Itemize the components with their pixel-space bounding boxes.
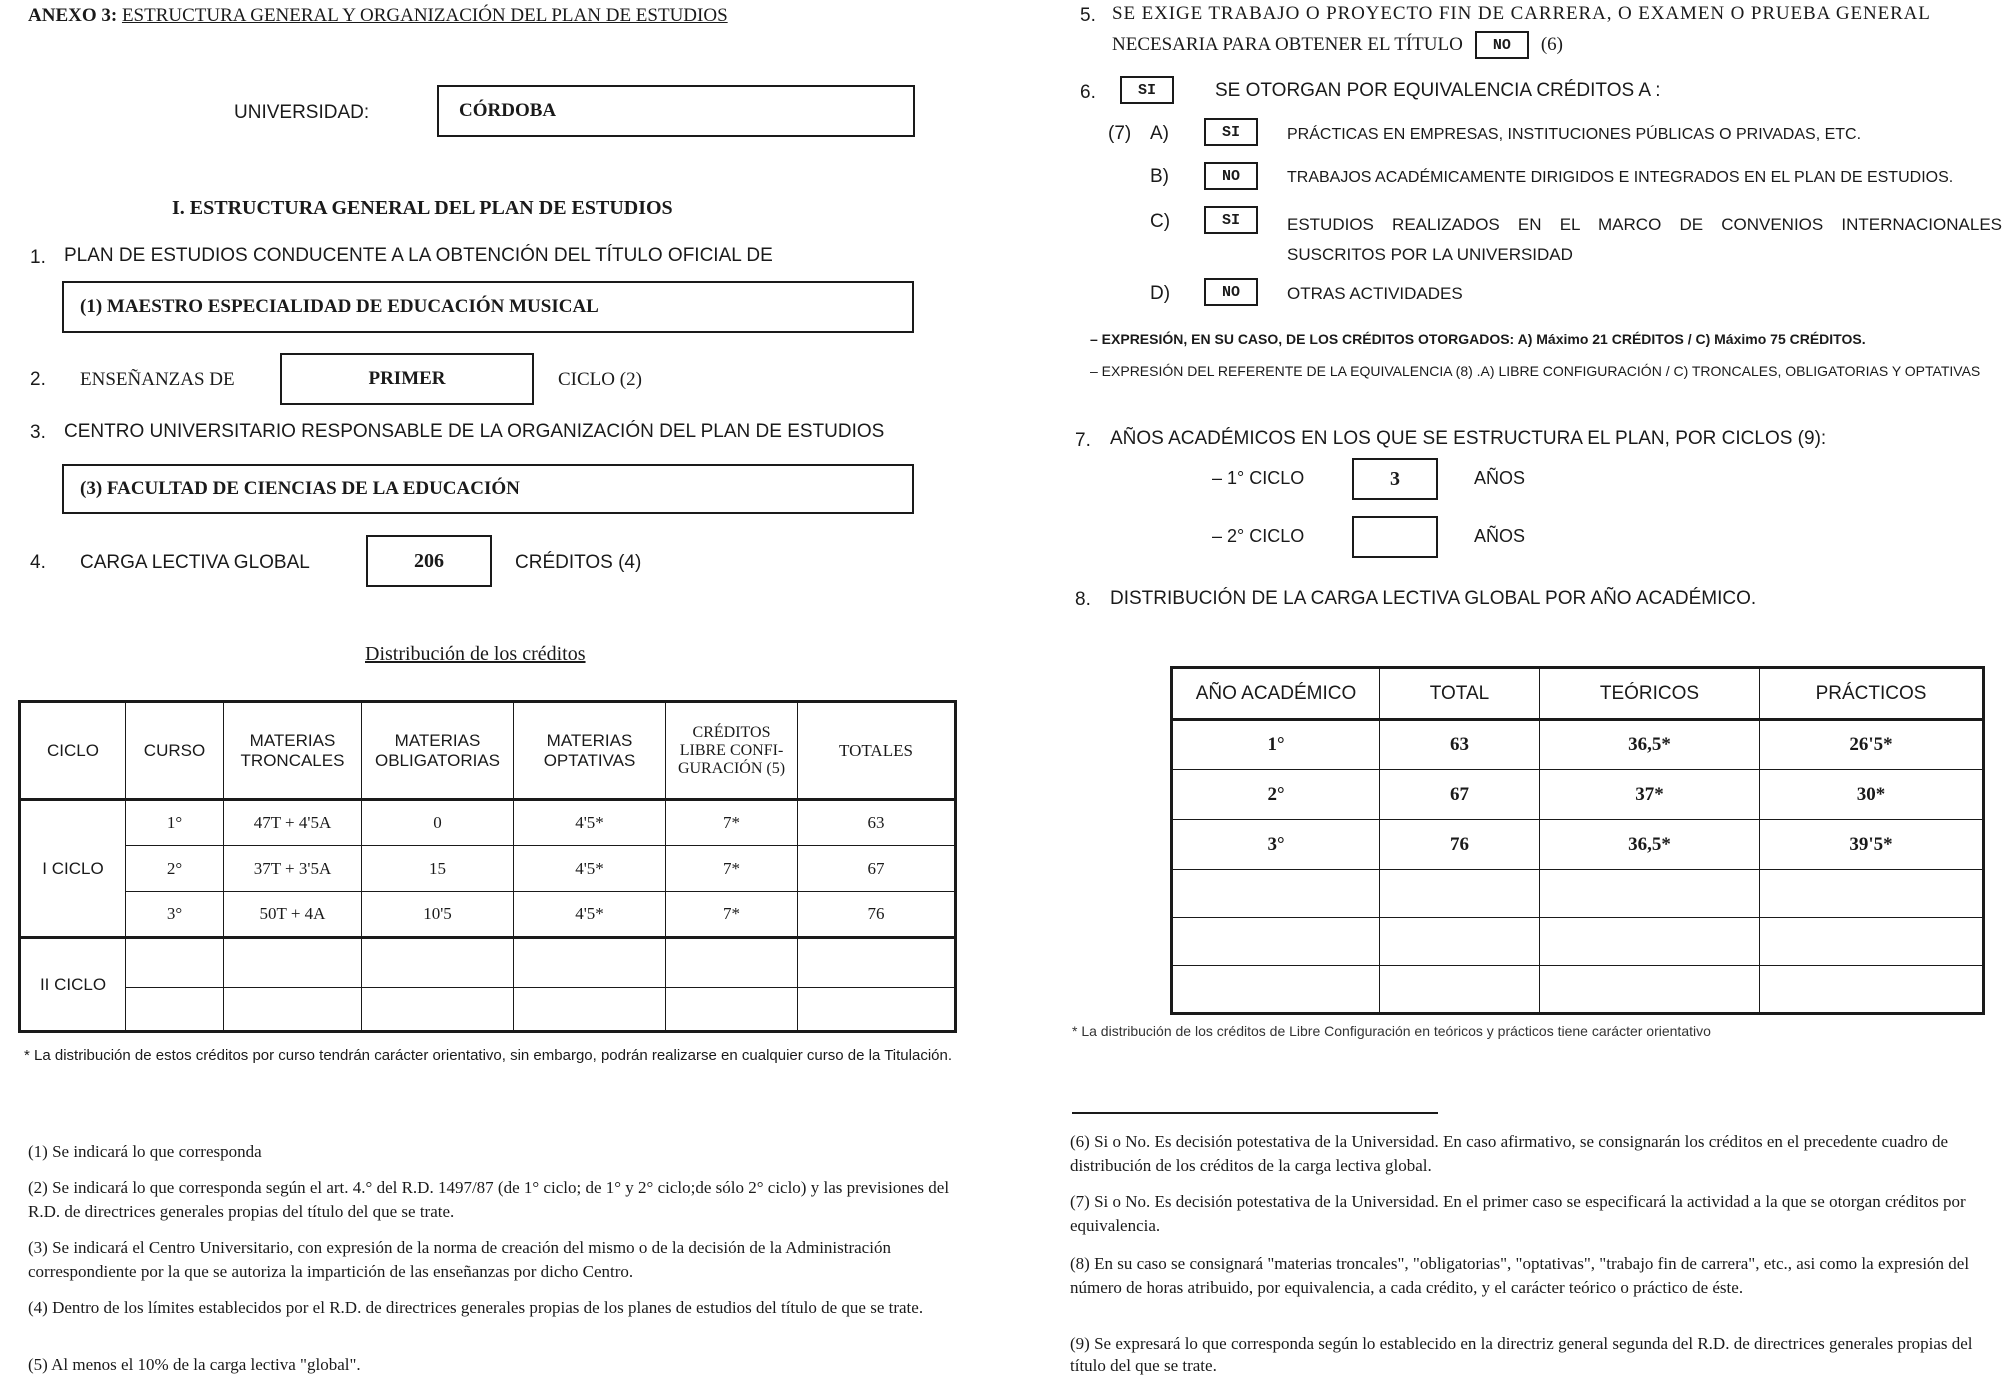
option-c-letter: C) (1150, 211, 1171, 232)
annex-prefix: ANEXO 3: (28, 5, 118, 26)
table-cell (798, 988, 956, 1032)
table-cell (798, 938, 956, 988)
header-ciclo: CICLO (20, 702, 126, 800)
table-cell (1760, 918, 1984, 966)
item1-text: PLAN DE ESTUDIOS CONDUCENTE A LA OBTENCIÓN DEL TÍTULO OFICIAL DE (64, 245, 773, 266)
footnote-divider (1072, 1112, 1438, 1114)
credits-table (18, 700, 957, 1033)
cycle-field (280, 353, 534, 405)
cycle2-unit: AÑOS (1474, 526, 1526, 546)
table-cell: 15 (362, 846, 514, 892)
table-cell (1172, 918, 1380, 966)
option-c-text: ESTUDIOS REALIZADOS EN EL MARCO DE CONVENIOS INTERNACIONALES SUSCRITOS POR LA UNIVERSIDAD (1287, 215, 2002, 264)
global-load-value: 206 (414, 549, 444, 572)
option-b-letter: B) (1150, 166, 1169, 187)
table-cell (666, 938, 798, 988)
cycle-value: PRIMER (368, 368, 446, 389)
cycle1-unit: AÑOS (1474, 468, 1526, 488)
item7-number: 7. (1075, 430, 1091, 451)
cycle2-label: – 2° CICLO (1212, 526, 1305, 546)
footnote-2: (2) Se indicará lo que corresponda según el art. 4.° del R.D. 1497/87 (de 1° ciclo; de 1° y 2° ciclo;de sólo 2° ciclo) y las previsiones del R.D. de directrices generales propias del título del que se trate. (28, 1178, 950, 1221)
table-cell: 50T + 4A (224, 892, 362, 938)
table-cell: 47T + 4'5A (224, 800, 362, 846)
year-table-note: * La distribución de los créditos de Libre Configuración en teóricos y prácticos tiene carácter orientativo (1072, 1023, 1711, 1039)
table-cell (1172, 966, 1380, 1014)
year-table (1170, 666, 1985, 1015)
cycle1-years-field (1352, 458, 1438, 500)
table-row (20, 846, 956, 892)
table-cell: 7* (666, 846, 798, 892)
header-troncales: MATERIAS TRONCALES (224, 702, 362, 800)
table-cell (514, 938, 666, 988)
option-a-letter: A) (1150, 123, 1169, 144)
option-b-box-wrap (1204, 162, 1258, 190)
table-cell (1540, 966, 1760, 1014)
option-a-box-wrap (1204, 118, 1258, 146)
table-cell: 63 (798, 800, 956, 846)
table-row (20, 800, 956, 846)
header-libre-configuracion: CRÉDITOS LIBRE CONFI-GURACIÓN (5) (666, 702, 798, 800)
item6-ref: (7) (1108, 123, 1132, 144)
cycle1-label: – 1° CICLO (1212, 468, 1305, 488)
item2-suffix: CICLO (2) (558, 369, 642, 390)
item4-label: CARGA LECTIVA GLOBAL (80, 552, 310, 573)
annex-title: ESTRUCTURA GENERAL Y ORGANIZACIÓN DEL PLAN DE ESTUDIOS (121, 5, 728, 26)
table-cell (1760, 966, 1984, 1014)
table-row (20, 938, 956, 988)
expression-credits: – EXPRESIÓN, EN SU CASO, DE LOS CRÉDITOS OTORGADOS: A) Máximo 21 CRÉDITOS / C) Máximo 75 CRÉDITOS. (1090, 331, 1866, 347)
item5-number: 5. (1080, 5, 1096, 26)
table-cell (1380, 870, 1540, 918)
footnote-9: (9) Se expresará lo que corresponda según lo establecido en la directriz general segunda del R.D. de directrices generales propias del título del que se trate. (1070, 1334, 1973, 1375)
table-row (1172, 870, 1984, 918)
table-cell: 2° (1172, 770, 1380, 820)
table-cell (1540, 918, 1760, 966)
center-value: (3) FACULTAD DE CIENCIAS DE LA EDUCACIÓN (80, 478, 520, 499)
item8-number: 8. (1075, 589, 1091, 610)
table-row (1172, 918, 1984, 966)
credits-table-title: Distribución de los créditos (365, 643, 586, 665)
table-cell (126, 988, 224, 1032)
header-obligatorias: MATERIAS OBLIGATORIAS (362, 702, 514, 800)
section-title: I. ESTRUCTURA GENERAL DEL PLAN DE ESTUDIOS (172, 197, 673, 219)
table-cell: 63 (1380, 720, 1540, 770)
header-total: TOTAL (1380, 668, 1540, 720)
item5-suffix: (6) (1540, 34, 1563, 55)
table-cell: 76 (798, 892, 956, 938)
table-cell (1380, 966, 1540, 1014)
table-cell: 10'5 (362, 892, 514, 938)
table-row (1172, 820, 1984, 870)
table-cell: 39'5* (1760, 820, 1984, 870)
option-c-box-wrap (1204, 206, 1258, 234)
option-d-box: NO (1204, 278, 1258, 306)
table-row (1172, 720, 1984, 770)
option-c-box: SI (1204, 206, 1258, 234)
university-field (437, 85, 915, 137)
equivalence-box: SI (1120, 76, 1174, 104)
option-b-text: TRABAJOS ACADÉMICAMENTE DIRIGIDOS E INTEGRADOS EN EL PLAN DE ESTUDIOS. (1287, 169, 1954, 186)
table-cell: 37T + 3'5A (224, 846, 362, 892)
final-project-box: NO (1475, 31, 1529, 59)
table-cell (224, 988, 362, 1032)
table-row (20, 892, 956, 938)
table-cell (362, 938, 514, 988)
item5-line1: SE EXIGE TRABAJO O PROYECTO FIN DE CARRERA, O EXAMEN O PRUEBA GENERAL (1112, 3, 1931, 24)
footnote-5: (5) Al menos el 10% de la carga lectiva "global". (28, 1355, 361, 1374)
option-b-box: NO (1204, 162, 1258, 190)
footnote-4: (4) Dentro de los límites establecidos por el R.D. de directrices generales propias de los planes de estudios del título de que se trate. (28, 1298, 924, 1317)
expression-referent: – EXPRESIÓN DEL REFERENTE DE LA EQUIVALENCIA (8) .A) LIBRE CONFIGURACIÓN / C) TRONCALES, OBLIGATORIAS Y OPTATIVAS (1090, 363, 1981, 379)
table-cell: 30* (1760, 770, 1984, 820)
header-totales: TOTALES (798, 702, 956, 800)
item1-number: 1. (30, 247, 46, 268)
item6-number: 6. (1080, 82, 1096, 103)
table-cell: 36,5* (1540, 820, 1760, 870)
table-cell: 3° (126, 892, 224, 938)
table-cell (514, 988, 666, 1032)
table-cell: 67 (1380, 770, 1540, 820)
item2-number: 2. (30, 369, 46, 390)
table-cell: 4'5* (514, 892, 666, 938)
credits-table-note: * La distribución de estos créditos por curso tendrán carácter orientativo, sin embargo, podrán realizarse en cualquier curso de la Titulación. (24, 1047, 953, 1064)
table-cell (126, 938, 224, 988)
table-cell: 1° (126, 800, 224, 846)
table-cell: 1° (1172, 720, 1380, 770)
table-cell (1380, 918, 1540, 966)
annex-heading (28, 5, 728, 27)
ciclo1-label: I CICLO (20, 800, 126, 938)
item4-number: 4. (30, 552, 46, 573)
table-row (20, 988, 956, 1032)
university-label: UNIVERSIDAD: (234, 102, 370, 123)
university-value: CÓRDOBA (459, 100, 557, 121)
table-cell: 67 (798, 846, 956, 892)
footnote-3: (3) Se indicará el Centro Universitario, con expresión de la norma de creación del mismo o de la decisión de la Administración correspondiente por la que se autoriza la impartición de las enseñanzas por dicho Centro. (28, 1238, 891, 1281)
item5-line2 (1112, 31, 1563, 59)
table-cell: 36,5* (1540, 720, 1760, 770)
table-row (1172, 966, 1984, 1014)
option-d-text: OTRAS ACTIVIDADES (1287, 284, 1463, 303)
center-field (62, 464, 914, 514)
table-cell (1540, 870, 1760, 918)
table-cell: 37* (1540, 770, 1760, 820)
item2-label: ENSEÑANZAS DE (80, 369, 235, 390)
option-d-box-wrap (1204, 278, 1258, 306)
item5-line2-text: NECESARIA PARA OBTENER EL TÍTULO (1112, 34, 1463, 55)
year-header-row (1172, 668, 1984, 720)
table-cell: 4'5* (514, 800, 666, 846)
item3-text: CENTRO UNIVERSITARIO RESPONSABLE DE LA ORGANIZACIÓN DEL PLAN DE ESTUDIOS (64, 421, 885, 442)
table-cell: 76 (1380, 820, 1540, 870)
header-teoricos: TEÓRICOS (1540, 668, 1760, 720)
item8-text: DISTRIBUCIÓN DE LA CARGA LECTIVA GLOBAL POR AÑO ACADÉMICO. (1110, 588, 1757, 609)
header-ano-academico: AÑO ACADÉMICO (1172, 668, 1380, 720)
table-cell: 0 (362, 800, 514, 846)
footnote-6: (6) Si o No. Es decisión potestativa de la Universidad. En caso afirmativo, se consignarán los créditos en el precedente cuadro de distribución de los créditos de la carga lectiva global. (1070, 1132, 1949, 1175)
table-cell: 3° (1172, 820, 1380, 870)
table-cell (224, 938, 362, 988)
header-optativas: MATERIAS OPTATIVAS (514, 702, 666, 800)
credits-header-row (20, 702, 956, 800)
table-cell (1760, 870, 1984, 918)
table-cell: 26'5* (1760, 720, 1984, 770)
table-cell (666, 988, 798, 1032)
item7-text: AÑOS ACADÉMICOS EN LOS QUE SE ESTRUCTURA EL PLAN, POR CICLOS (9): (1110, 428, 1827, 449)
equivalence-box-wrap (1120, 76, 1174, 104)
table-cell (1172, 870, 1380, 918)
cycle1-years-value: 3 (1390, 467, 1400, 490)
footnote-8: (8) En su caso se consignará "materias troncales", "obligatorias", "optativas", "trabajo fin de carrera", etc., asi como la expresión del número de horas atribuido, por equivalencia, a cada crédito, y el carácter teórico o práctico de éste. (1070, 1254, 1970, 1297)
header-curso: CURSO (126, 702, 224, 800)
footnote-1: (1) Se indicará lo que corresponda (28, 1142, 262, 1161)
ciclo2-label: II CICLO (20, 938, 126, 1032)
option-a-text: PRÁCTICAS EN EMPRESAS, INSTITUCIONES PÚBLICAS O PRIVADAS, ETC. (1287, 126, 1862, 143)
degree-title-field (62, 281, 914, 333)
cycle2-years-field (1352, 516, 1438, 558)
item4-suffix: CRÉDITOS (4) (515, 552, 642, 573)
table-cell: 4'5* (514, 846, 666, 892)
table-cell: 2° (126, 846, 224, 892)
table-cell: 7* (666, 800, 798, 846)
footnote-7: (7) Si o No. Es decisión potestativa de la Universidad. En el primer caso se especificará la actividad a la que se otorgan créditos por equivalencia. (1070, 1192, 1966, 1235)
table-cell: 7* (666, 892, 798, 938)
global-load-field (366, 535, 492, 587)
table-cell (362, 988, 514, 1032)
degree-title-value: (1) MAESTRO ESPECIALIDAD DE EDUCACIÓN MUSICAL (80, 296, 599, 317)
item3-number: 3. (30, 422, 46, 443)
table-row (1172, 770, 1984, 820)
option-d-letter: D) (1150, 283, 1171, 304)
header-practicos: PRÁCTICOS (1760, 668, 1984, 720)
option-a-box: SI (1204, 118, 1258, 146)
item6-text: SE OTORGAN POR EQUIVALENCIA CRÉDITOS A : (1215, 80, 1661, 101)
